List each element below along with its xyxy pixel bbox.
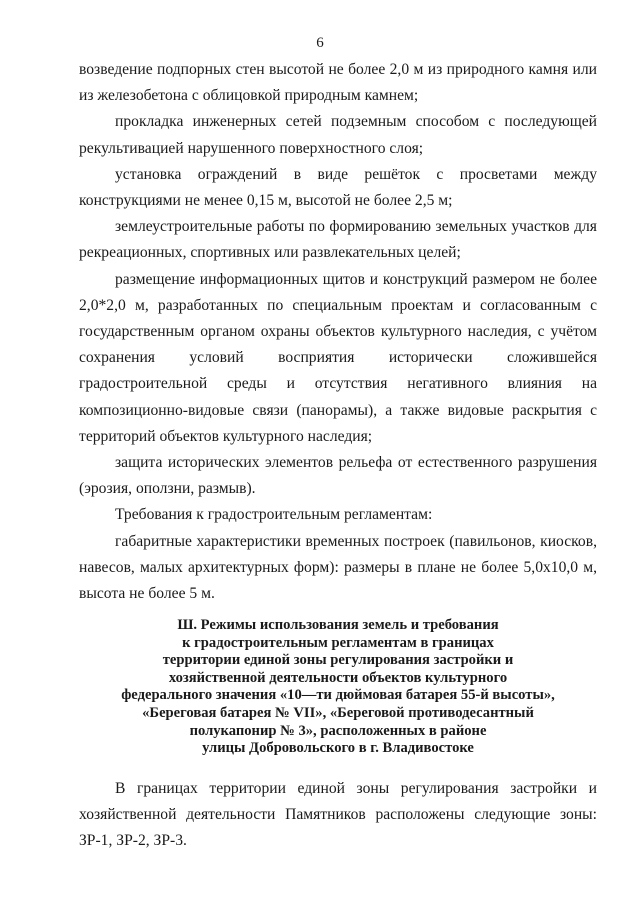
paragraph-requirements-title: Требования к градостроительным регламентам: — [115, 506, 433, 524]
paragraph-utility-networks: прокладка инженерных сетей подземным способом с последующей рекультивацией нарушенного поверхностного слоя; — [79, 113, 597, 157]
paragraph-relief-protection: защита исторических элементов рельефа от естественного разрушения (эрозия, оползни, размыв). — [79, 454, 597, 498]
heading-line: «Береговая батарея № VII», «Береговой противодесантный — [142, 704, 534, 721]
heading-line: улицы Добровольского в г. Владивостоке — [202, 740, 474, 757]
heading-line: полукапонир № 3», расположенных в районе — [189, 722, 487, 739]
heading-line: хозяйственной деятельности объектов культурного — [168, 669, 508, 686]
closing-text — [79, 776, 597, 855]
paragraph-retaining-walls: возведение подпорных стен высотой не более 2,0 м из природного камня или из железобетона с облицовкой природным камнем; — [79, 61, 597, 105]
section-heading — [79, 617, 597, 758]
paragraph-zones: В границах территории единой зоны регулирования застройки и хозяйственной деятельности Памятников расположены следующие зоны: ЗР-1, ЗР-2, ЗР-3. — [79, 780, 597, 850]
paragraph-info-boards: размещение информационных щитов и конструкций размером не более 2,0*2,0 м, разработанных по специальным проектам и согласованным с государственным органом охраны объектов культурного наследия, с учётом сохранения условий восприятия исторически сложившейся градостроительной среды и отсутствия негативного влияния на композиционно-видовые связи (панорамы), а также видовые раскрытия с территорий объектов культурного наследия; — [79, 270, 597, 445]
paragraph-temporary-buildings: габаритные характеристики временных построек (павильонов, киосков, навесов, малых архитектурных форм): размеры в плане не более 5,0х10,0 м, высота не более 5 м. — [79, 532, 597, 603]
heading-line: территории единой зоны регулирования застройки и — [162, 652, 514, 669]
heading-line: федерального значения «10—ти дюймовая батарея 55-й высоты», — [121, 687, 555, 704]
heading-line: Ш. Режимы использования земель и требования — [177, 617, 499, 633]
heading-line: к градостроительным регламентам в границах — [182, 634, 494, 651]
page-number: 6 — [316, 35, 324, 51]
paragraph-land-works: землеустроительные работы по формированию земельных участков для рекреационных, спортивных или развлекательных целей; — [79, 218, 597, 262]
body-text — [79, 57, 597, 607]
paragraph-fences: установка ограждений в виде решёток с просветами между конструкциями не менее 0,15 м, высотой не более 2,5 м; — [79, 165, 597, 210]
